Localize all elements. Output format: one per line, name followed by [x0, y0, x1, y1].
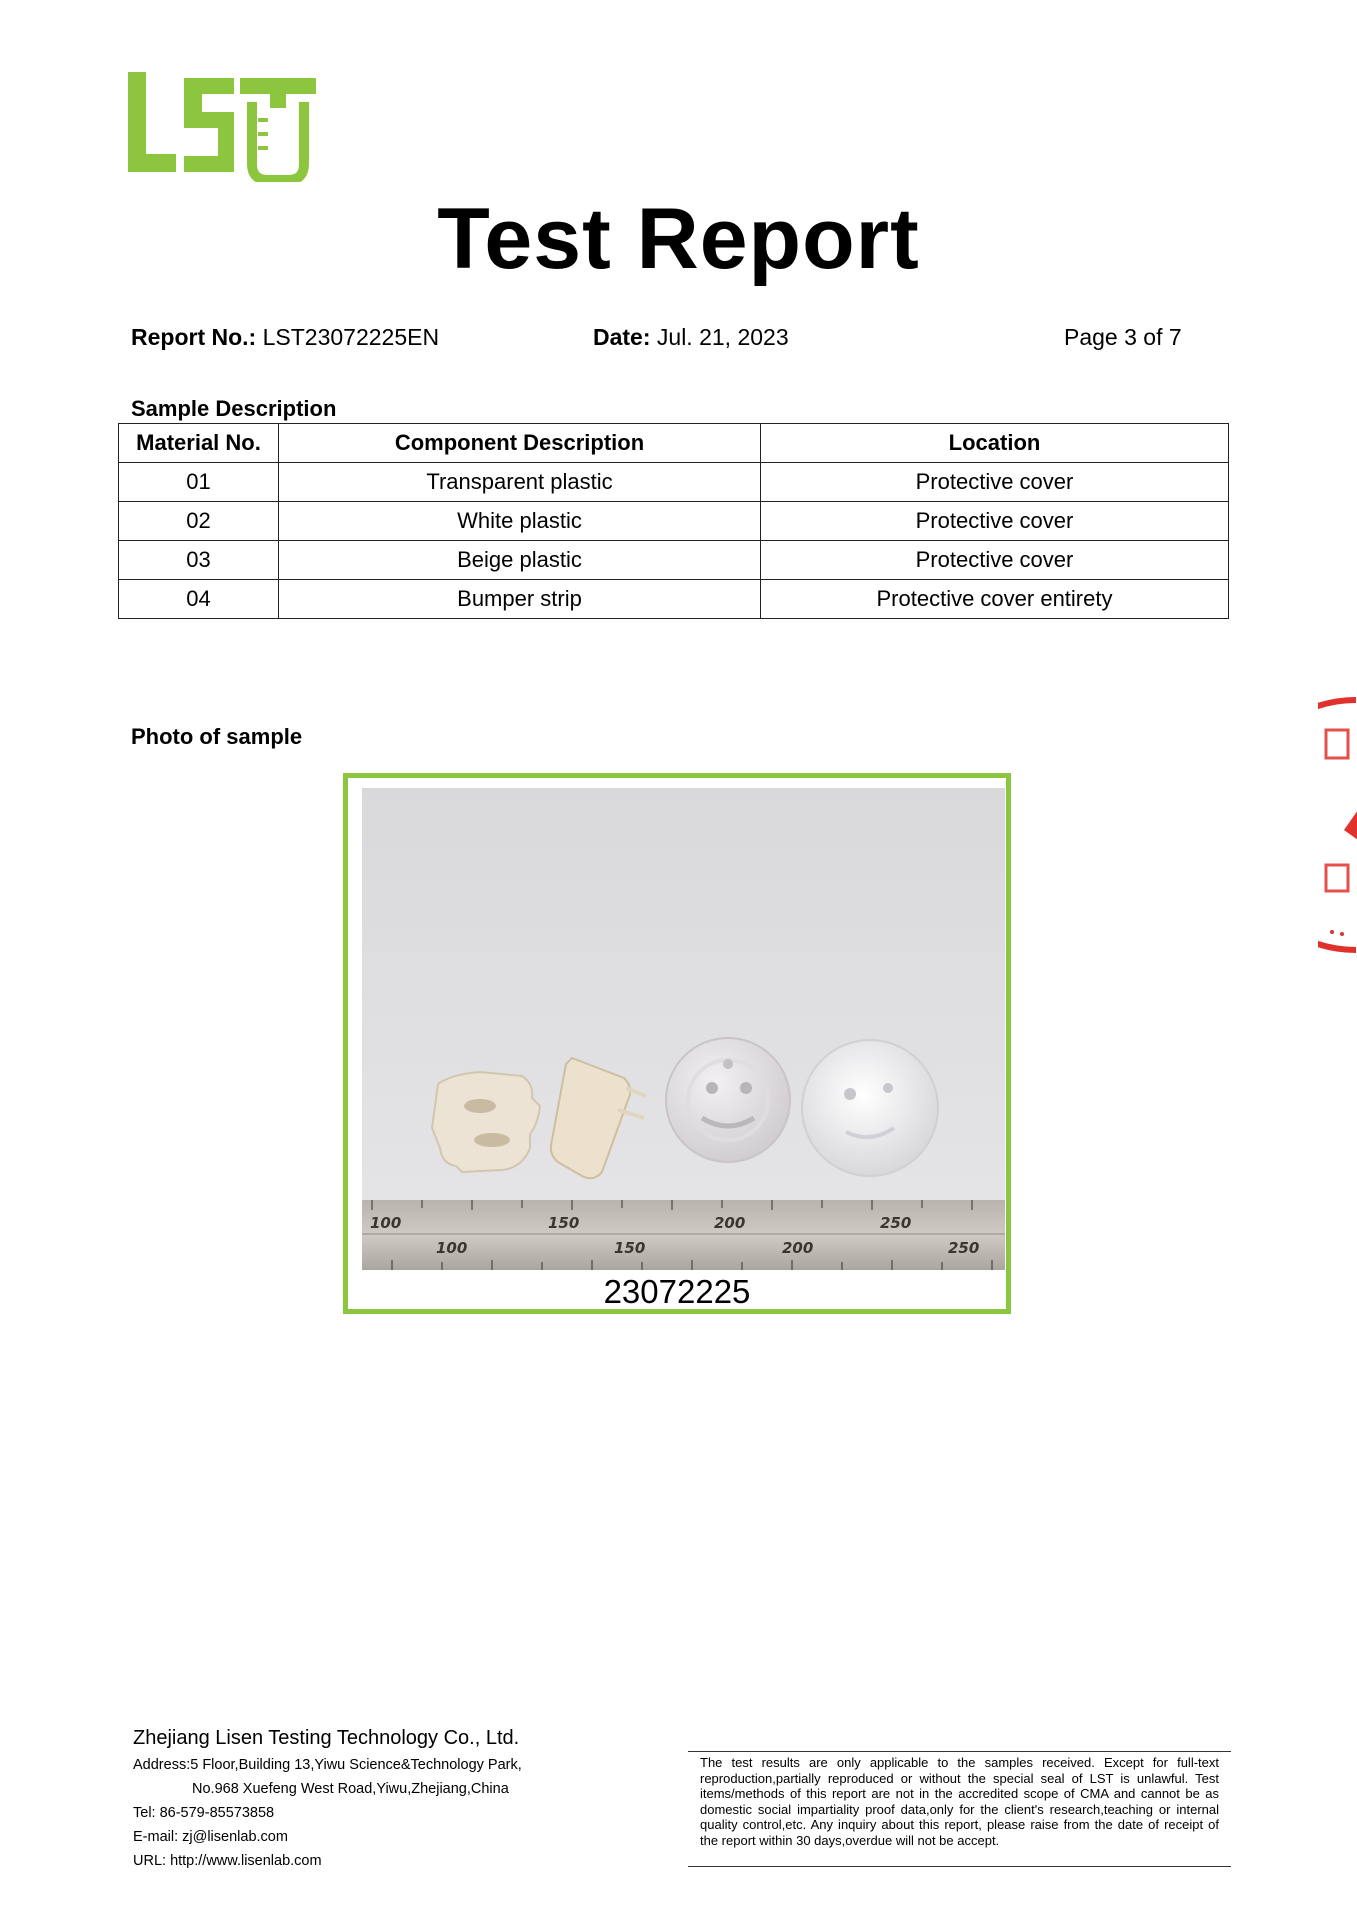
sample-photo-frame	[343, 773, 1011, 1314]
table-row	[119, 541, 1229, 580]
report-number: Report No.: LST23072225EN	[131, 324, 440, 350]
photo-caption: 23072225	[603, 1273, 751, 1310]
material-no: 02	[119, 502, 279, 541]
svg-text:100: 100	[370, 1214, 402, 1232]
svg-text:150: 150	[548, 1214, 580, 1232]
component-description: White plastic	[279, 502, 761, 541]
disclaimer-box	[688, 1751, 1231, 1867]
table-row	[119, 502, 1229, 541]
sample-description-heading: Sample Description	[131, 396, 337, 421]
report-date: Date: Jul. 21, 2023	[593, 324, 789, 350]
location: Protective cover	[761, 541, 1229, 580]
svg-text:150: 150	[614, 1239, 646, 1257]
document-title: Test Report	[437, 191, 920, 287]
material-no: 03	[119, 541, 279, 580]
column-header: Component Description	[279, 424, 761, 463]
website-url: URL: http://www.lisenlab.com	[133, 1853, 322, 1869]
disclaimer-text: The test results are only applicable to the samples received. Except for full-text reproduction,partially reproduced or without the special seal of LST is unlawful. Test items/methods of this report are not in the accredited scope of CMA and cannot be as domestic social impartiality proof data,only for the client's research,teaching or internal quality control,etc. Any inquiry about this report, please raise from the date of receipt of the report within 30 days,overdue will not be accept.	[700, 1755, 1219, 1848]
material-no: 01	[119, 463, 279, 502]
telephone: Tel: 86-579-85573858	[133, 1805, 275, 1821]
column-header: Location	[761, 424, 1229, 463]
component-description: Bumper strip	[279, 580, 761, 619]
column-header: Material No.	[119, 424, 279, 463]
photo-heading: Photo of sample	[131, 724, 303, 749]
location: Protective cover entirety	[761, 580, 1229, 619]
component-description: Beige plastic	[279, 541, 761, 580]
address-line-2: No.968 Xuefeng West Road,Yiwu,Zhejiang,China	[192, 1781, 509, 1797]
seal-stamp	[1318, 690, 1357, 960]
table-row	[119, 463, 1229, 502]
svg-text:200: 200	[714, 1214, 746, 1232]
company-name: Zhejiang Lisen Testing Technology Co., Ltd.	[133, 1727, 520, 1749]
table-row	[119, 580, 1229, 619]
table-header-row	[119, 424, 1229, 463]
svg-text:250: 250	[880, 1214, 912, 1232]
lst-logo	[128, 72, 318, 182]
svg-text:250: 250	[948, 1239, 980, 1257]
page-number: Page 3 of 7	[1064, 324, 1182, 350]
location: Protective cover	[761, 463, 1229, 502]
svg-text:200: 200	[782, 1239, 814, 1257]
location: Protective cover	[761, 502, 1229, 541]
component-description: Transparent plastic	[279, 463, 761, 502]
address-line-1: Address:5 Floor,Building 13,Yiwu Science&Technology Park,	[133, 1757, 522, 1773]
email: E-mail: zj@lisenlab.com	[133, 1829, 288, 1845]
sample-description-table	[118, 423, 1229, 619]
sample-photo	[362, 788, 1005, 1270]
material-no: 04	[119, 580, 279, 619]
svg-text:100: 100	[436, 1239, 468, 1257]
